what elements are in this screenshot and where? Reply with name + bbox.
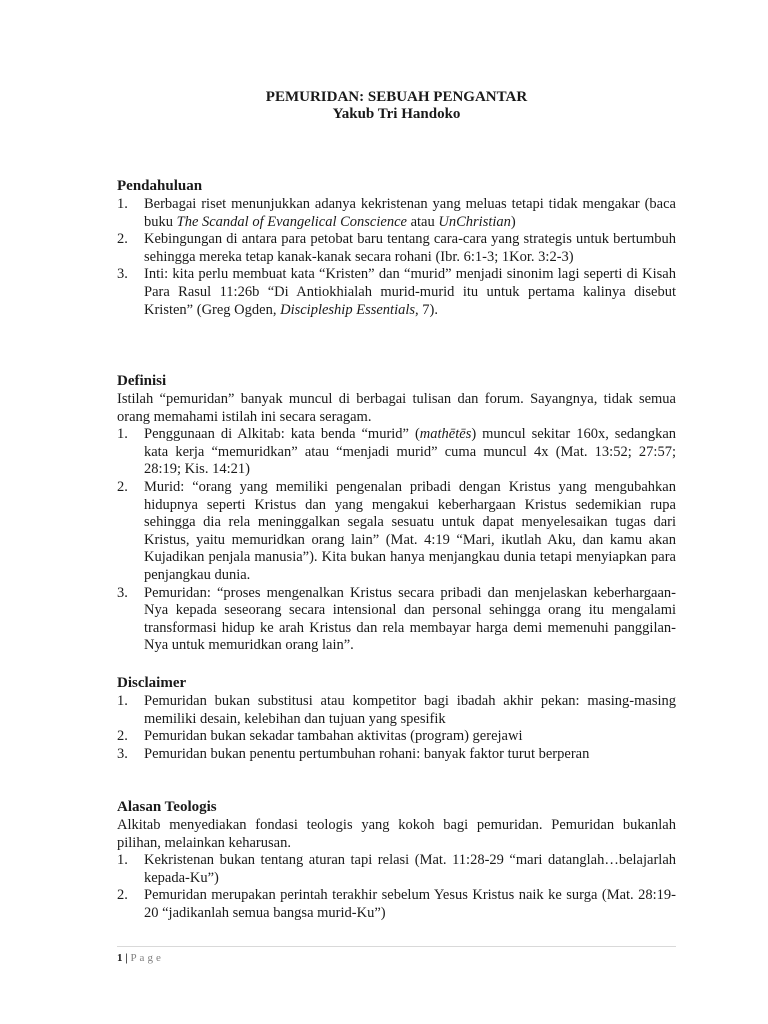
document-title: PEMURIDAN: SEBUAH PENGANTAR (265, 89, 528, 105)
section-disclaimer (117, 674, 676, 763)
section-definisi (117, 372, 676, 655)
section-intro: Istilah “pemuridan” banyak muncul di berbagai tulisan dan forum. Sayangnya, tidak semua orang memahami istilah ini secara seragam. (117, 391, 676, 425)
list-item: 1. Berbagai riset menunjukkan adanya kekristenan yang meluas tetapi tidak mengakar (baca buku The Scandal of Evangelical Conscience atau UnChristian) (117, 196, 676, 230)
list-item: 3. Pemuridan bukan penentu pertumbuhan rohani: banyak faktor turut berperan (117, 745, 590, 762)
section-heading: Definisi (117, 373, 167, 389)
section-heading: Pendahuluan (117, 178, 203, 194)
list-item: 2. Murid: “orang yang memiliki pengenalan pribadi dengan Kristus yang mengubahkan hidupnya seperti Kristus dan yang mengakui keberhargaan Kristus sedemikian rupa sehingga dia rela meninggalkan segala sesuatu untuk dapat menyelesaikan tugas dari Kristus, yaitu memuridkan orang lain” (Mat. 4:19 “Mari, ikutlah Aku, dan kamu akan Kujadikan penjala manusia”). Kita bukan hanya menjangkau dunia tetapi menyiapkan para penjangkau dunia. (117, 478, 676, 583)
page-label: Page (130, 952, 164, 964)
footer-separator: | (122, 952, 131, 964)
list-item: 2. Pemuridan bukan sekadar tambahan aktivitas (program) gerejawi (117, 728, 523, 745)
numbered-list (117, 852, 676, 922)
list-item: 1. Penggunaan di Alkitab: kata benda “murid” (mathētēs) muncul sekitar 160x, sedangkan kata kerja “memuridkan” atau “menjadi murid” cuma muncul 4x (Mat. 13:52; 27:57; 28:19; Kis. 14:21) (117, 426, 677, 478)
list-item: 2. Kebingungan di antara para petobat baru tentang cara-cara yang strategis untuk bertumbuh sehingga mereka tetap kanak-kanak secara rohani (Ibr. 6:1-3; 1Kor. 3:2-3) (117, 231, 676, 265)
page-footer (117, 951, 164, 965)
footer-divider (117, 946, 676, 947)
page-number: 1 (117, 952, 123, 964)
list-item: 1. Kekristenan bukan tentang aturan tapi relasi (Mat. 11:28-29 “mari datanglah…belajarlah kepada-Ku”) (117, 852, 676, 886)
section-heading: Disclaimer (117, 675, 187, 691)
list-item: 2. Pemuridan merupakan perintah terakhir sebelum Yesus Kristus naik ke surga (Mat. 28:19-20 “jadikanlah semua bangsa murid-Ku”) (117, 887, 676, 921)
list-item: 3. Inti: kita perlu membuat kata “Kristen” dan “murid” menjadi sinonim lagi seperti di Kisah Para Rasul 11:26b “Di Antiokhialah murid-murid itu untuk pertama kalinya disebut Kristen” (Greg Ogden, Discipleship Essentials, 7). (117, 266, 676, 318)
document-author: Yakub Tri Handoko (332, 106, 461, 122)
list-item: 3. Pemuridan: “proses mengenalkan Kristus secara pribadi dan menjelaskan keberhargaan-Nya kepada seseorang secara intensional dan personal sehingga orang itu mengalami transformasi hidup ke arah Kristus dan rela membayar harga demi memenuhi panggilan-Nya untuk memuridkan orang lain”. (117, 584, 676, 654)
numbered-list (117, 196, 676, 319)
numbered-list (117, 426, 676, 655)
numbered-list (117, 693, 676, 763)
list-item: 1. Pemuridan bukan substitusi atau kompetitor bagi ibadah akhir pekan: masing-masing memiliki desain, kelebihan dan tujuan yang spesifik (117, 693, 676, 727)
section-intro: Alkitab menyediakan fondasi teologis yang kokoh bagi pemuridan. Pemuridan bukanlah pilihan, melainkan keharusan. (117, 817, 676, 851)
section-heading: Alasan Teologis (117, 799, 217, 815)
section-alasan-teologis (117, 798, 676, 923)
section-pendahuluan (117, 177, 676, 319)
